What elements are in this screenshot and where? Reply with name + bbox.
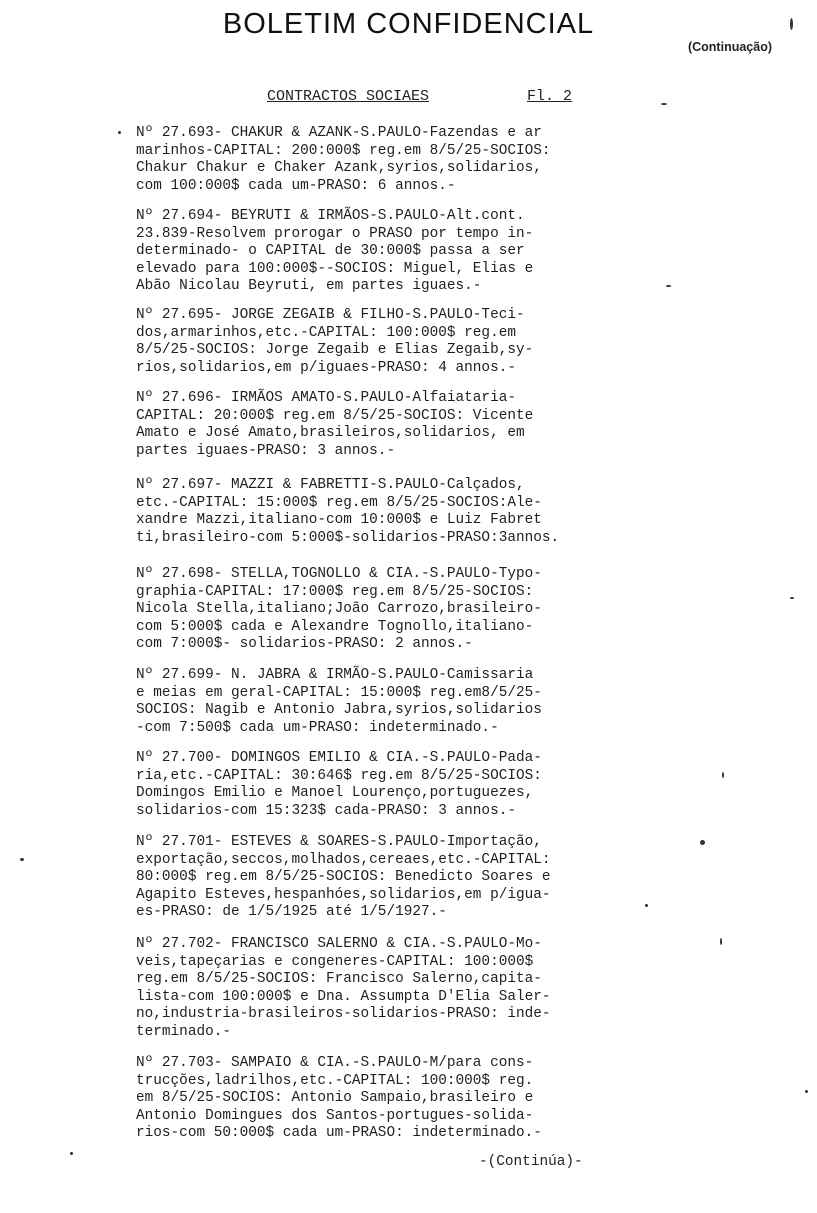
entry-line: em 8/5/25-SOCIOS: Antonio Sampaio,brasileiro e: [136, 1090, 534, 1107]
entry-line: Nicola Stella,italiano;João Carrozo,brasileiro-: [136, 601, 542, 618]
entry-line: xandre Mazzi,italiano-com 10:000$ e Luiz Fabret: [136, 512, 542, 529]
entry-line: com 5:000$ cada e Alexandre Tognollo,italiano-: [136, 618, 534, 635]
entry-line: partes iguaes-PRASO: 3 annos.-: [136, 442, 396, 459]
entry-line: ti,brasileiro-com 5:000$-solidarios-PRASO:3annos.: [136, 529, 560, 546]
contract-entry: [136, 750, 636, 820]
entry-line: Nº 27.699- N. JABRA & IRMÃO-S.PAULO-Camissaria: [136, 667, 534, 683]
contract-entry: [136, 208, 636, 296]
entry-line: Abão Nicolau Beyruti, em partes iguaes.-: [136, 278, 482, 295]
entry-line: com 7:000$- solidarios-PRASO: 2 annos.-: [136, 636, 473, 653]
entry-line: CAPITAL: 20:000$ reg.em 8/5/25-SOCIOS: Vicente: [136, 407, 534, 424]
entry-line: e meias em geral-CAPITAL: 15:000$ reg.em8/5/25-: [136, 684, 542, 701]
entry-line: es-PRASO: de 1/5/1925 até 1/5/1927.-: [136, 904, 447, 921]
entry-line: 80:000$ reg.em 8/5/25-SOCIOS: Benedicto Soares e: [136, 869, 551, 886]
contract-entry: [136, 936, 636, 1042]
entry-line: com 100:000$ cada um-PRASO: 6 annos.-: [136, 177, 456, 194]
entry-line: Nº 27.694- BEYRUTI & IRMÃOS-S.PAULO-Alt.cont.: [136, 208, 525, 224]
entry-line: dos,armarinhos,etc.-CAPITAL: 100:000$ reg.em: [136, 324, 516, 341]
scan-speck: [700, 840, 705, 845]
entry-line: no,industria-brasileiros-solidarios-PRASO: inde-: [136, 1006, 551, 1023]
entry-line: marinhos-CAPITAL: 200:000$ reg.em 8/5/25-SOCIOS:: [136, 142, 551, 159]
entry-line: Amato e José Amato,brasileiros,solidarios, em: [136, 425, 525, 442]
entry-line: Nº 27.703- SAMPAIO & CIA.-S.PAULO-M/para cons-: [136, 1055, 534, 1071]
scan-speck: [645, 904, 648, 907]
entry-line: SOCIOS: Nagib e Antonio Jabra,syrios,solidarios: [136, 702, 542, 719]
entry-line: rios-com 50:000$ cada um-PRASO: indeterminado.-: [136, 1125, 542, 1142]
entry-line: trucções,ladrilhos,etc.-CAPITAL: 100:000$ reg.: [136, 1072, 534, 1089]
contract-entry: [136, 1055, 636, 1143]
section-title: CONTRACTOS SOCIAES: [267, 88, 430, 105]
entry-line: Nº 27.696- IRMÃOS AMATO-S.PAULO-Alfaiataria-: [136, 390, 516, 406]
entry-line: Domingos Emilio e Manoel Lourenço,portuguezes,: [136, 785, 534, 802]
entry-line: rios,solidarios,em p/iguaes-PRASO: 4 annos.-: [136, 359, 516, 376]
continuation-note: (Continuação): [687, 40, 772, 54]
bulletin-title: BOLETIM CONFIDENCIAL: [222, 8, 595, 40]
scan-speck: [720, 938, 722, 945]
entry-line: lista-com 100:000$ e Dna. Assumpta D'Elia Saler-: [136, 988, 551, 1005]
entry-line: elevado para 100:000$--SOCIOS: Miguel, Elias e: [136, 260, 534, 277]
entry-line: graphia-CAPITAL: 17:000$ reg.em 8/5/25-SOCIOS:: [136, 583, 534, 600]
entry-line: etc.-CAPITAL: 15:000$ reg.em 8/5/25-SOCIOS:Ale-: [136, 494, 542, 511]
entry-line: Agapito Esteves,hespanhóes,solidarios,em p/igua-: [136, 886, 551, 903]
entry-line: Nº 27.695- JORGE ZEGAIB & FILHO-S.PAULO-Teci-: [136, 307, 525, 323]
entry-line: solidarios-com 15:323$ cada-PRASO: 3 annos.-: [136, 802, 516, 819]
scan-speck: [20, 858, 24, 861]
contract-entry: [136, 125, 636, 195]
entry-line: Nº 27.697- MAZZI & FABRETTI-S.PAULO-Calçados,: [136, 477, 525, 493]
entry-line: Nº 27.700- DOMINGOS EMILIO & CIA.-S.PAULO-Pada-: [136, 750, 542, 766]
entry-line: Nº 27.698- STELLA,TOGNOLLO & CIA.-S.PAULO-Typo-: [136, 566, 542, 582]
entry-line: Chakur Chakur e Chaker Azank,syrios,solidarios,: [136, 160, 542, 177]
entry-line: exportação,seccos,molhados,cereaes,etc.-CAPITAL:: [136, 851, 551, 868]
contract-entry: [136, 307, 636, 377]
contract-entry: [136, 667, 636, 737]
entry-line: -com 7:500$ cada um-PRASO: indeterminado.-: [136, 719, 499, 736]
entry-line: reg.em 8/5/25-SOCIOS: Francisco Salerno,capita-: [136, 971, 542, 988]
scan-speck: [666, 285, 671, 287]
entry-line: Nº 27.702- FRANCISCO SALERNO & CIA.-S.PAULO-Mo-: [136, 936, 542, 952]
entry-line: determinado- o CAPITAL de 30:000$ passa a ser: [136, 243, 525, 260]
scan-speck: [790, 18, 793, 30]
scan-speck: [722, 772, 724, 778]
scan-speck: [118, 131, 121, 134]
contract-entry: [136, 477, 636, 547]
scan-speck: [805, 1090, 808, 1093]
entry-line: 8/5/25-SOCIOS: Jorge Zegaib e Elias Zegaib,sy-: [136, 342, 534, 359]
contract-entry: [136, 566, 636, 654]
scan-speck: [661, 103, 667, 105]
entry-line: Nº 27.701- ESTEVES & SOARES-S.PAULO-Importação,: [136, 834, 542, 850]
continues-footer: -(Continúa)-: [479, 1154, 583, 1170]
entry-line: Antonio Domingues dos Santos-portugues-solida-: [136, 1107, 534, 1124]
entry-line: ria,etc.-CAPITAL: 30:646$ reg.em 8/5/25-SOCIOS:: [136, 767, 542, 784]
contract-entry: [136, 390, 636, 460]
entry-line: veis,tapeçarias e congeneres-CAPITAL: 100:000$: [136, 953, 534, 970]
contract-entry: [136, 834, 636, 922]
entry-line: Nº 27.693- CHAKUR & AZANK-S.PAULO-Fazendas e ar: [136, 125, 542, 141]
entry-line: 23.839-Resolvem prorogar o PRASO por tempo in-: [136, 225, 534, 242]
folio-number: Fl. 2: [527, 88, 573, 105]
entry-line: terminado.-: [136, 1023, 231, 1040]
scan-speck: [790, 597, 794, 599]
scan-speck: [70, 1152, 73, 1155]
